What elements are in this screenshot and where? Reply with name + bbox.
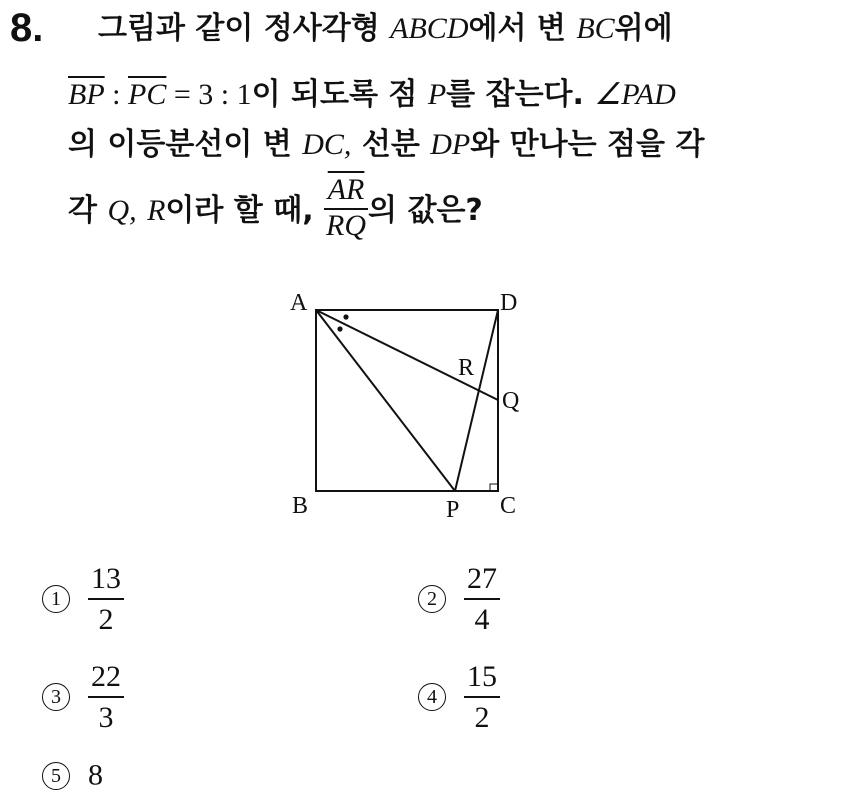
choice-4[interactable] bbox=[418, 660, 500, 734]
choice-marker: 3 bbox=[42, 683, 70, 711]
choice-1[interactable] bbox=[42, 562, 124, 636]
segment-dp bbox=[455, 310, 498, 491]
question-number: 8. bbox=[10, 6, 44, 50]
math-point: Q, bbox=[107, 194, 137, 227]
text: 와 만나는 점을 각 bbox=[470, 127, 705, 162]
choice-numerator: 15 bbox=[464, 660, 500, 698]
square-diagram bbox=[280, 280, 540, 520]
math-side: DC, bbox=[302, 128, 352, 161]
choice-2[interactable] bbox=[418, 562, 500, 636]
text: 각 bbox=[68, 193, 108, 228]
text: 이 되도록 점 bbox=[251, 77, 428, 112]
choice-marker: 1 bbox=[42, 585, 70, 613]
math-ratio: = 3 : 1 bbox=[166, 78, 252, 111]
choice-numerator: 22 bbox=[88, 660, 124, 698]
choice-marker: 2 bbox=[418, 585, 446, 613]
math-angle: ∠PAD bbox=[594, 78, 676, 111]
label-q: Q bbox=[502, 388, 520, 414]
math-point: R bbox=[147, 194, 166, 227]
label-a: A bbox=[290, 290, 308, 316]
text: 에서 변 bbox=[468, 11, 577, 46]
math-point: P bbox=[427, 78, 447, 111]
math-side: BC bbox=[576, 12, 615, 45]
label-b: B bbox=[292, 493, 309, 519]
choice-3[interactable] bbox=[42, 660, 124, 734]
label-d: D bbox=[500, 290, 518, 316]
text bbox=[137, 193, 147, 228]
label-c: C bbox=[500, 493, 517, 519]
choice-5[interactable] bbox=[42, 758, 103, 793]
question-line-1 bbox=[98, 11, 673, 46]
choice-denominator: 4 bbox=[474, 603, 490, 636]
segment-ap bbox=[316, 310, 455, 491]
question-line-3 bbox=[68, 127, 705, 162]
math-segment-bp: $\overline{BP}$ bbox=[68, 78, 105, 111]
right-angle-mark bbox=[490, 484, 498, 491]
choice-numerator: 27 bbox=[464, 562, 500, 600]
text: 그림과 같이 정사각형 bbox=[98, 11, 391, 46]
label-r: R bbox=[458, 355, 475, 381]
text: 선분 bbox=[351, 127, 431, 162]
square-abcd bbox=[316, 310, 498, 491]
math-square: ABCD bbox=[390, 12, 469, 45]
math-segment-pc: $\overline{PC}$ bbox=[128, 78, 167, 111]
fraction-numerator: $\overline{AR}$ bbox=[327, 173, 365, 206]
angle-mark-dot bbox=[343, 314, 348, 319]
choice-fraction bbox=[464, 660, 500, 734]
angle-mark-dot bbox=[337, 326, 342, 331]
question-line-2 bbox=[68, 77, 676, 112]
math-colon: : bbox=[104, 78, 128, 111]
choice-denominator: 2 bbox=[474, 701, 490, 734]
ratio-fraction bbox=[324, 174, 368, 241]
text: 를 잡는다. bbox=[446, 77, 595, 112]
label-p: P bbox=[446, 497, 460, 520]
text: 의 값은? bbox=[368, 193, 483, 228]
text: 이라 할 때, bbox=[165, 193, 325, 228]
choice-marker: 5 bbox=[42, 762, 70, 790]
fraction-denominator: RQ bbox=[326, 208, 367, 242]
choice-numerator: 13 bbox=[88, 562, 124, 600]
math-segment: DP bbox=[430, 128, 471, 161]
choice-denominator: 2 bbox=[98, 603, 114, 636]
choice-fraction bbox=[88, 562, 124, 636]
text: 의 이등분선이 변 bbox=[68, 127, 303, 162]
question-line-4 bbox=[68, 173, 483, 245]
choice-fraction bbox=[88, 660, 124, 734]
choice-marker: 4 bbox=[418, 683, 446, 711]
choice-value: 8 bbox=[88, 758, 103, 792]
text: 위에 bbox=[614, 11, 673, 46]
choice-denominator: 3 bbox=[98, 701, 114, 734]
choice-fraction bbox=[464, 562, 500, 636]
